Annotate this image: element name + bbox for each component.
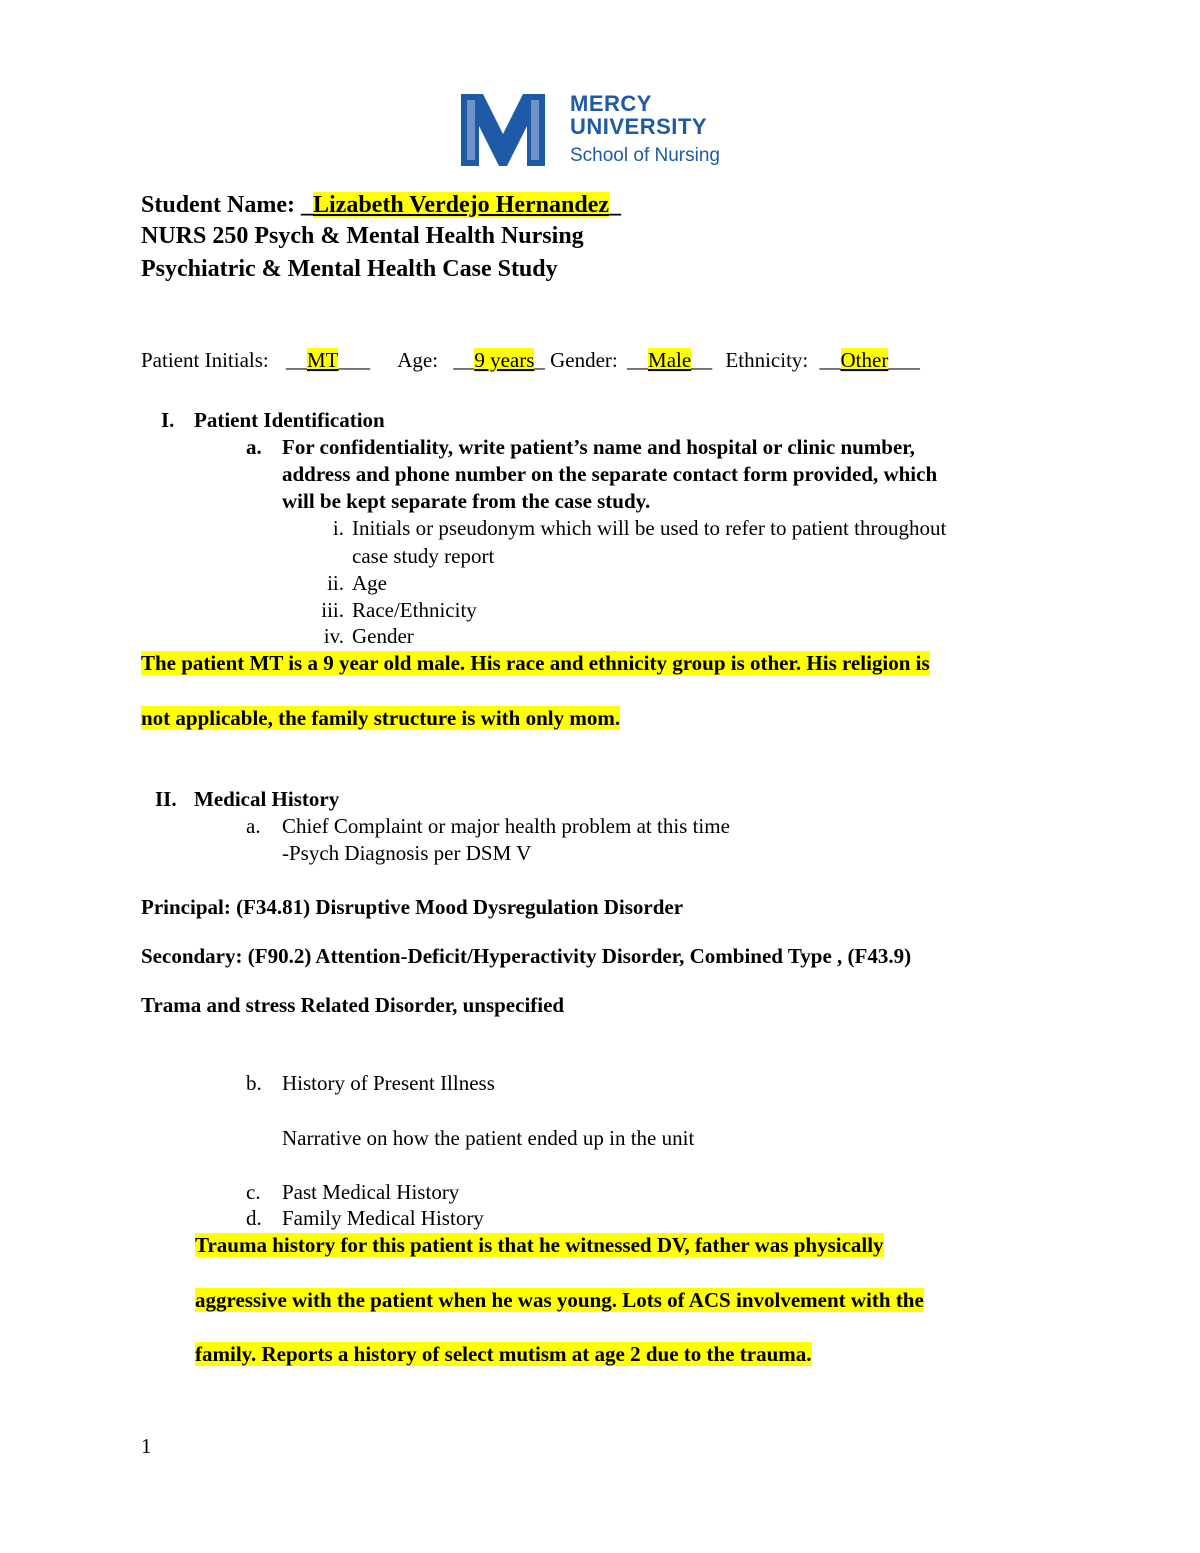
section-1-a-line: address and phone number on the separate contact form provided, which	[282, 462, 938, 486]
section-2-c-marker: c.	[246, 1180, 261, 1204]
sub-item-marker: iii.	[321, 598, 344, 622]
initials-label: Patient Initials:	[141, 348, 269, 372]
age-label: Age:	[397, 348, 439, 372]
section-1-a-marker: a.	[246, 435, 262, 459]
trauma-history-line	[195, 1288, 924, 1313]
patient-info-row	[141, 348, 920, 373]
gender-label: Gender:	[550, 348, 618, 372]
section-2-b-marker: b.	[246, 1071, 262, 1095]
present-illness-note: Narrative on how the patient ended up in the unit	[282, 1126, 695, 1150]
m-monogram-icon	[461, 94, 545, 166]
section-2-title: Medical History	[194, 787, 340, 811]
ethnicity-label: Ethnicity:	[725, 348, 809, 372]
trauma-history-text: family. Reports a history of select mutism at age 2 due to the trauma.	[195, 1342, 812, 1366]
sub-item-marker: ii.	[327, 571, 344, 595]
age-blank: __	[453, 348, 475, 372]
patient-summary-text: not applicable, the family structure is with only mom.	[141, 706, 621, 730]
patient-summary-line	[141, 706, 620, 731]
document-title: Psychiatric & Mental Health Case Study	[141, 256, 558, 282]
ethnicity-blank-after: ___	[888, 348, 920, 372]
dsm-note: -Psych Diagnosis per DSM V	[282, 841, 532, 865]
student-name-value: Lizabeth Verdejo Hernandez	[313, 192, 609, 218]
section-2-numeral: II.	[155, 787, 177, 811]
sub-item-text: Initials or pseudonym which will be used to refer to patient throughout	[352, 516, 947, 540]
initials-blank-after: ___	[338, 348, 370, 372]
secondary-diagnosis: Secondary: (F90.2) Attention-Deficit/Hyperactivity Disorder, Combined Type , (F43.9)	[141, 944, 912, 968]
section-1-a-line: will be kept separate from the case study.	[282, 489, 651, 513]
logo-line-university: UNIVERSITY	[570, 114, 708, 139]
sub-item-text: Age	[352, 571, 387, 595]
course-title: NURS 250 Psych & Mental Health Nursing	[141, 223, 584, 249]
trauma-history-text: Trauma history for this patient is that he witnessed DV, father was physically	[195, 1233, 884, 1257]
student-name-blank-after: _	[608, 192, 621, 218]
student-name-line	[141, 192, 621, 219]
section-1-numeral: I.	[161, 408, 175, 432]
secondary-diagnosis-cont: Trama and stress Related Disorder, unspecified	[141, 993, 565, 1017]
logo-line-mercy: MERCY	[570, 91, 652, 116]
sub-item-text: case study report	[352, 544, 495, 568]
family-medical-history-label: Family Medical History	[282, 1206, 484, 1230]
ethnicity-value: Other	[840, 348, 889, 372]
principal-diagnosis: Principal: (F34.81) Disruptive Mood Dysregulation Disorder	[141, 895, 684, 919]
sub-item-text: Gender	[352, 624, 414, 648]
gender-value: Male	[648, 348, 692, 372]
section-1-a-line: For confidentiality, write patient’s name and hospital or clinic number,	[282, 435, 915, 459]
gender-blank: __	[627, 348, 649, 372]
age-blank-after: _	[534, 348, 545, 372]
initials-value: MT	[306, 348, 339, 372]
trauma-history-line	[195, 1233, 884, 1258]
student-name-label: Student Name:	[141, 192, 301, 218]
patient-summary-text: The patient MT is a 9 year old male. His race and ethnicity group is other. His religion is	[141, 651, 930, 675]
present-illness-label: History of Present Illness	[282, 1071, 495, 1095]
sub-item-marker: iv.	[323, 624, 344, 648]
section-2-d-marker: d.	[246, 1206, 262, 1230]
student-name-blank: _	[301, 192, 313, 218]
chief-complaint-label: Chief Complaint or major health problem at this time	[282, 814, 730, 838]
section-2-a-marker: a.	[246, 814, 261, 838]
ethnicity-blank: __	[819, 348, 841, 372]
patient-summary-line	[141, 651, 930, 676]
logo-line-school: School of Nursing	[570, 145, 720, 166]
age-value: 9 years	[474, 348, 535, 372]
page-number: 1	[141, 1434, 152, 1458]
trauma-history-text: aggressive with the patient when he was young. Lots of ACS involvement with the	[195, 1288, 924, 1312]
sub-item-text: Race/Ethnicity	[352, 598, 477, 622]
section-1-title: Patient Identification	[194, 408, 385, 432]
gender-blank-after: __	[691, 348, 713, 372]
past-medical-history-label: Past Medical History	[282, 1180, 460, 1204]
sub-item-marker: i.	[332, 516, 344, 540]
trauma-history-line	[195, 1342, 812, 1367]
initials-blank: __	[285, 348, 307, 372]
